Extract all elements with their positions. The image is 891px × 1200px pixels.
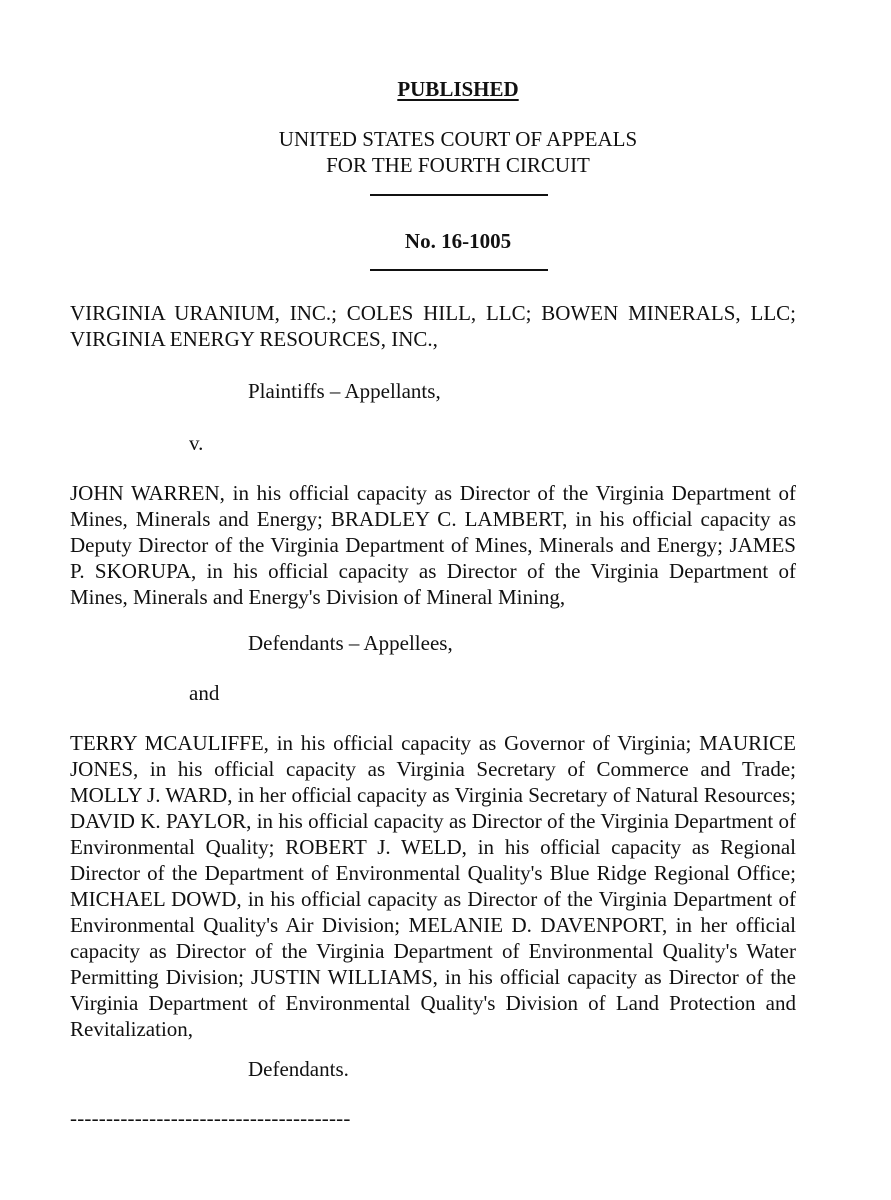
separator-line: --------------------------------------- <box>70 1106 351 1130</box>
appellees-role: Defendants – Appellees, <box>248 631 453 655</box>
and-label: and <box>189 681 220 705</box>
top-rule <box>370 194 548 196</box>
defendants-role: Defendants. <box>248 1057 349 1081</box>
case-number: No. 16-1005 <box>404 229 512 253</box>
plaintiffs-role: Plaintiffs – Appellants, <box>248 379 441 403</box>
bottom-rule <box>370 269 548 271</box>
court-name-line-2: FOR THE FOURTH CIRCUIT <box>326 153 590 177</box>
plaintiffs-list: VIRGINIA URANIUM, INC.; COLES HILL, LLC; BOWEN MINERALS, LLC; VIRGINIA ENERGY RESOURCES, INC., <box>70 301 796 351</box>
court-name-line-1: UNITED STATES COURT OF APPEALS <box>278 127 638 151</box>
appellees-list: JOHN WARREN, in his official capacity as Director of the Virginia Department of Mines, Minerals and Energy; BRADLEY C. LAMBERT, in his official capacity as Deputy Director of the Virginia Department of Mines, Minerals and Energy; JAMES P. SKORUPA, in his official capacity as Director of the Virginia Department of Mines, Minerals and Energy's Division of Mineral Mining, <box>70 481 796 609</box>
defendants-list: TERRY MCAULIFFE, in his official capacity as Governor of Virginia; MAURICE JONES, in his official capacity as Virginia Secretary of Commerce and Trade; MOLLY J. WARD, in her official capacity as Virginia Secretary of Natural Resources; DAVID K. PAYLOR, in his official capacity as Director of the Virginia Department of Environmental Quality; ROBERT J. WELD, in his official capacity as Regional Director of the Department of Environmental Quality's Blue Ridge Regional Office; MICHAEL DOWD, in his official capacity as Director of the Virginia Department of Environmental Quality's Air Division; MELANIE D. DAVENPORT, in her official capacity as Director of the Virginia Department of Environmental Quality's Water Permitting Division; JUSTIN WILLIAMS, in his official capacity as Director of the Virginia Department of Environmental Quality's Division of Land Protection and Revitalization, <box>70 731 796 1041</box>
published-heading: PUBLISHED <box>397 77 519 101</box>
court-name <box>0 126 891 178</box>
versus-label: v. <box>189 431 204 455</box>
